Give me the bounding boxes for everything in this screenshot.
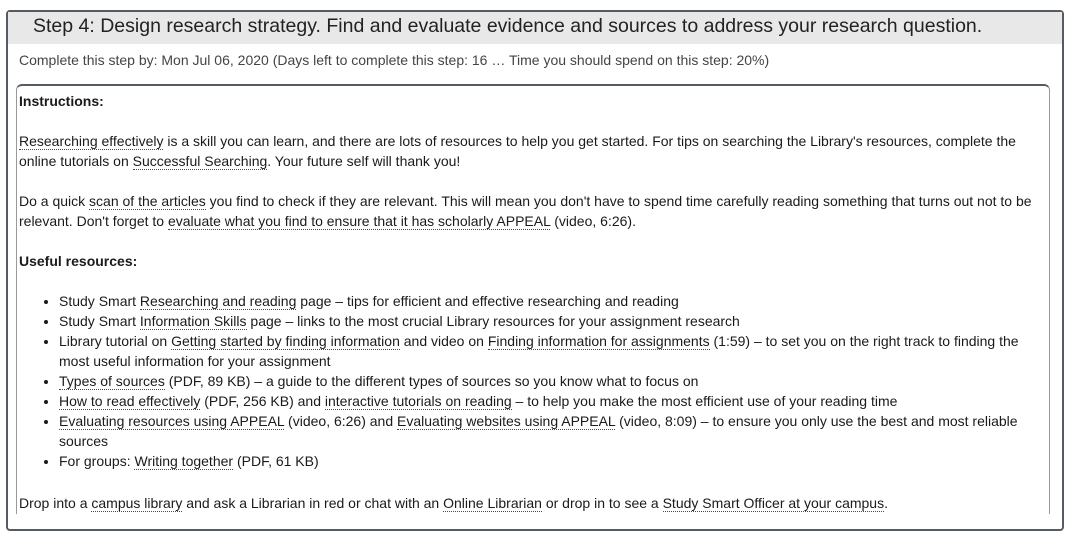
reading-tutorials-link[interactable]: interactive tutorials on reading	[324, 393, 512, 409]
step-panel	[6, 10, 1064, 531]
resources-list	[19, 291, 1049, 471]
successful-searching-link[interactable]: Successful Searching	[132, 153, 268, 169]
list-item: • Study Smart Information Skills page – links to the most crucial Library resources for your assignment research	[59, 311, 1049, 331]
evaluating-websites-link[interactable]: Evaluating websites using APPEAL	[397, 413, 616, 429]
list-item: • Types of sources (PDF, 89 KB) – a guide to the different types of sources so you know what to focus on	[59, 371, 1049, 391]
evaluate-appeal-link[interactable]: evaluate what you find to ensure that it has scholarly APPEAL	[167, 213, 551, 229]
list-item: • How to read effectively (PDF, 256 KB) and interactive tutorials on reading – to help you make the most efficient use of your reading time	[59, 391, 1049, 411]
types-of-sources-link[interactable]: Types of sources	[59, 373, 165, 389]
researching-effectively-link[interactable]: Researching effectively	[19, 133, 164, 149]
instructions-content	[19, 91, 1049, 513]
information-skills-link[interactable]: Information Skills	[139, 313, 247, 329]
finding-information-link[interactable]: Finding information for assignments	[487, 333, 710, 349]
step-title: Step 4: Design research strategy. Find and evaluate evidence and sources to address your research question.	[8, 12, 1062, 44]
campus-library-link[interactable]: campus library	[91, 495, 183, 511]
instructions-heading: Instructions:	[19, 93, 104, 109]
instructions-paragraph-1: Researching effectively is a skill you can learn, and there are lots of resources to help you get started. For tips on searching the Library's resources, complete the online tutorials on Successful Searching. Your future self will thank you!	[19, 133, 1016, 169]
instructions-paragraph-2: Do a quick scan of the articles you find to check if they are relevant. This will mean you don't have to spend time carefully reading something that turns out not to be relevant. Don't forget to evaluate what you find to ensure that it has scholarly APPEAL (video, 6:26).	[19, 193, 1032, 229]
useful-resources-heading: Useful resources:	[19, 253, 138, 269]
evaluating-resources-link[interactable]: Evaluating resources using APPEAL	[59, 413, 285, 429]
read-effectively-link[interactable]: How to read effectively	[59, 393, 201, 409]
list-item: • For groups: Writing together (PDF, 61 KB)	[59, 451, 1049, 471]
scan-articles-link[interactable]: scan of the articles	[89, 193, 206, 209]
researching-reading-link[interactable]: Researching and reading	[139, 293, 297, 309]
due-date-text: Complete this step by: Mon Jul 06, 2020 (Days left to complete this step: 16 … Time you should spend on this step: 20%)	[19, 52, 770, 68]
list-item: • Library tutorial on Getting started by finding information and video on Finding information for assignments (1:59) – to set you on the right track to finding the most useful information for your assignment	[59, 331, 1049, 371]
study-smart-officer-link[interactable]: Study Smart Officer at your campus	[662, 495, 885, 511]
footer-paragraph: Drop into a campus library and ask a Librarian in red or chat with an Online Librarian or drop in to see a Study Smart Officer at your campus.	[19, 495, 888, 511]
online-librarian-link[interactable]: Online Librarian	[443, 495, 542, 511]
getting-started-link[interactable]: Getting started by finding information	[171, 333, 400, 349]
list-item: • Study Smart Researching and reading page – tips for efficient and effective researching and reading	[59, 291, 1049, 311]
writing-together-link[interactable]: Writing together	[134, 453, 234, 469]
list-item: • Evaluating resources using APPEAL (video, 6:26) and Evaluating websites using APPEAL (video, 8:09) – to ensure you only use the best and most reliable sources	[59, 411, 1049, 451]
